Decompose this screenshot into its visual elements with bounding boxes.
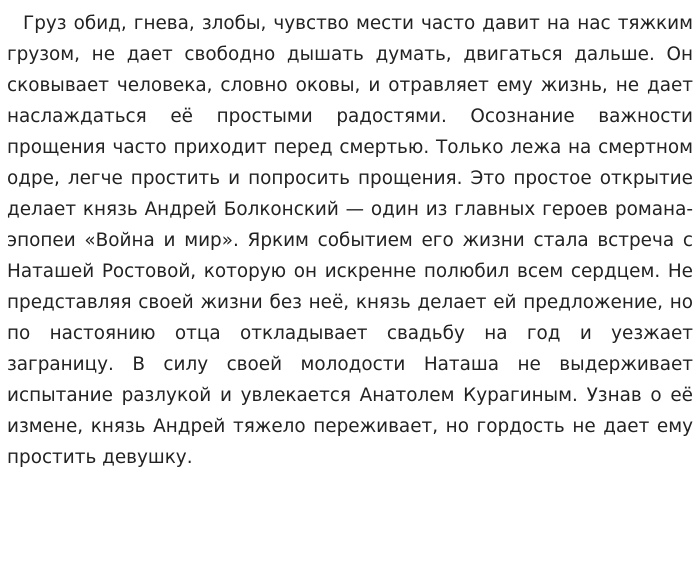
document-page — [7, 8, 693, 473]
essay-paragraph: Груз обид, гнева, злобы, чувство мести часто давит на нас тяжким грузом, не дает свободно дышать думать, двигаться дальше. Он сковывает человека, словно оковы, и отравляет ему жизнь, не дает наслаждаться её простыми радостями. Осознание важности прощения часто приходит перед смертью. Только лежа на смертном одре, легче простить и попросить прощения. Это простое открытие делает князь Андрей Болконский — один из главных героев романа-эпопеи «Война и мир». Ярким событием его жизни стала встреча с Наташей Ростовой, которую он искренне полюбил всем сердцем. Не представляя своей жизни без неё, князь делает ей предложение, но по настоянию отца откладывает свадьбу на год и уезжает заграницу. В силу своей молодости Наташа не выдерживает испытание разлукой и увлекается Анатолем Курагиным. Узнав о её измене, князь Андрей тяжело переживает, но гордость не дает ему простить девушку. — [7, 13, 693, 468]
